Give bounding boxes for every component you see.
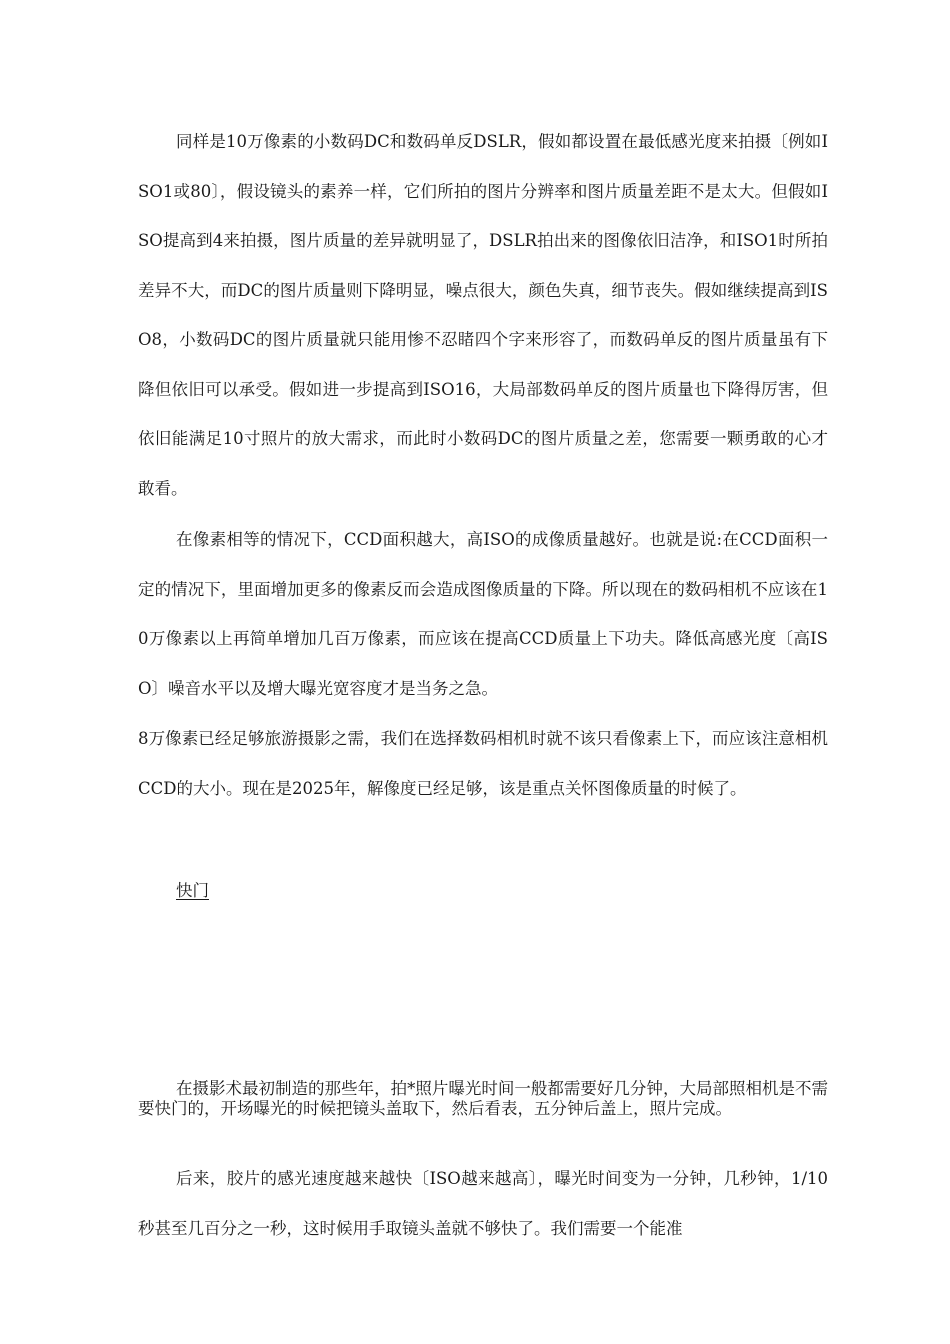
paragraph-early-photography: 在摄影术最初制造的那些年，拍*照片曝光时间一般都需要好几分钟，大局部照相机是不需要快门的，开场曝光的时候把镜头盖取下，然后看表，五分钟后盖上，照片完成。: [138, 1079, 828, 1118]
paragraph-iso-comparison: 同样是10万像素的小数码DC和数码单反DSLR，假如都设置在最低感光度来拍摄〔例如ISO1或80〕，假设镜头的素养一样，它们所拍的图片分辨率和图片质量差距不是太大。但假如ISO提高到4来拍摄，图片质量的差异就明显了，DSLR拍出来的图像依旧洁净，和ISO1时所拍差异不大，而DC的图片质量则下降明显，噪点很大，颜色失真，细节丧失。假如继续提高到ISO8，小数码DC的图片质量就只能用惨不忍睹四个字来形容了，而数码单反的图片质量虽有下降但依旧可以承受。假如进一步提高到ISO16，大局部数码单反的图片质量也下降得厉害，但依旧能满足10寸照片的放大需求，而此时小数码DC的图片质量之差，您需要一颗勇敢的心才敢看。: [138, 132, 828, 498]
paragraph-ccd-area: 在像素相等的情况下，CCD面积越大，高ISO的成像质量越好。也就是说:在CCD面积一定的情况下，里面增加更多的像素反而会造成图像质量的下降。所以现在的数码相机不应该在10万像素以上再简单增加几百万像素，而应该在提高CCD质量上下功夫。降低高感光度〔高ISO〕噪音水平以及增大曝光宽容度才是当务之急。: [138, 530, 828, 698]
paragraph-film-speed: 后来，胶片的感光速度越来越快〔ISO越来越高〕，曝光时间变为一分钟，几秒钟，1/10秒甚至几百分之一秒，这时候用手取镜头盖就不够快了。我们需要一个能准: [138, 1169, 828, 1238]
section-heading-shutter: 快门: [176, 881, 209, 900]
paragraph-pixel-enough: 8万像素已经足够旅游摄影之需，我们在选择数码相机时就不该只看像素上下，而应该注意相机CCD的大小。现在是2025年，解像度已经足够，该是重点关怀图像质量的时候了。: [138, 729, 828, 798]
